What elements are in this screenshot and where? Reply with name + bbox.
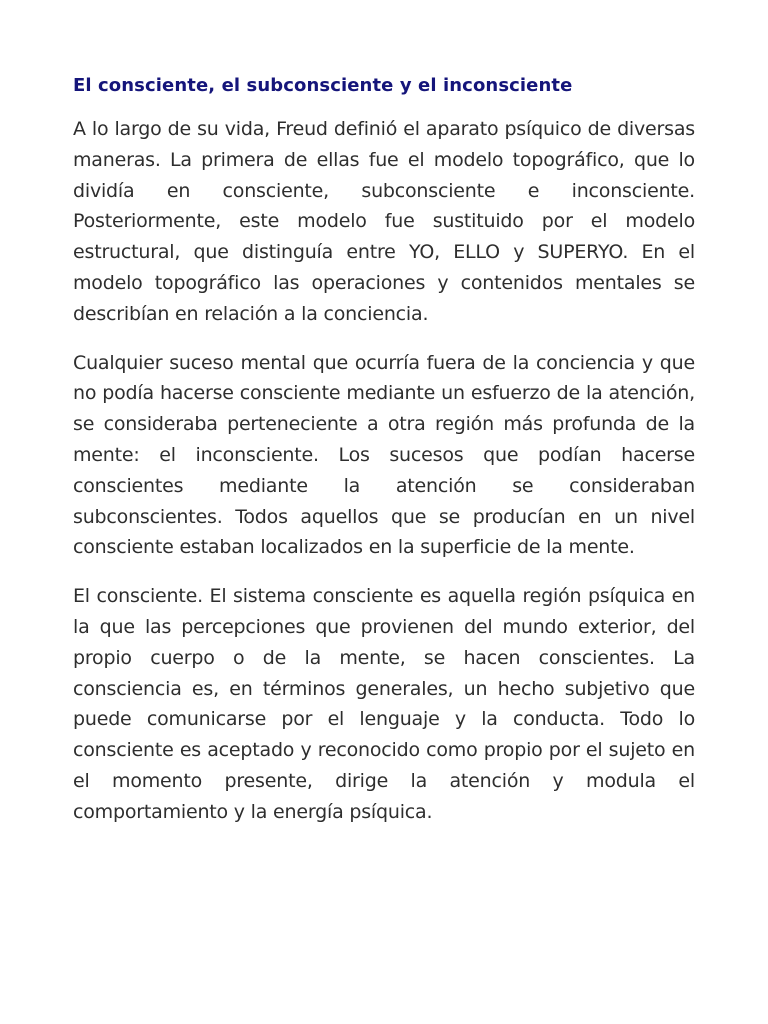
paragraph-suceso-mental: Cualquier suceso mental que ocurría fuera de la conciencia y que no podía hacerse consciente mediante un esfuerzo de la atención, se consideraba perteneciente a otra región más profunda de la mente: el inconsciente. Los sucesos que podían hacerse conscientes mediante la atención se consideraban subconscientes. Todos aquellos que se producían en un nivel consciente estaban localizados en la superficie de la mente. bbox=[73, 351, 695, 559]
paragraph-aparato-psiquico: A lo largo de su vida, Freud definió el aparato psíquico de diversas maneras. La primera de ellas fue el modelo topográfico, que lo dividía en consciente, subconsciente e inconsciente. Posteriormente, este modelo fue sustituido por el modelo estructural, que distinguía entre YO, ELLO y SUPERYO. En el modelo topográfico las operaciones y contenidos mentales se describían en relación a la conciencia. bbox=[73, 118, 695, 325]
paragraph-el-consciente: El consciente. El sistema consciente es aquella región psíquica en la que las percepciones que provienen del mundo exterior, del propio cuerpo o de la mente, se hacen conscientes. La consciencia es, en términos generales, un hecho subjetivo que puede comunicarse por el lenguaje y la conducta. Todo lo consciente es aceptado y reconocido como propio por el sujeto en el momento presente, dirige la atención y modula el comportamiento y la energía psíquica. bbox=[73, 585, 695, 823]
document-title: El consciente, el subconsciente y el inconsciente bbox=[73, 75, 573, 96]
document-page bbox=[73, 70, 695, 846]
